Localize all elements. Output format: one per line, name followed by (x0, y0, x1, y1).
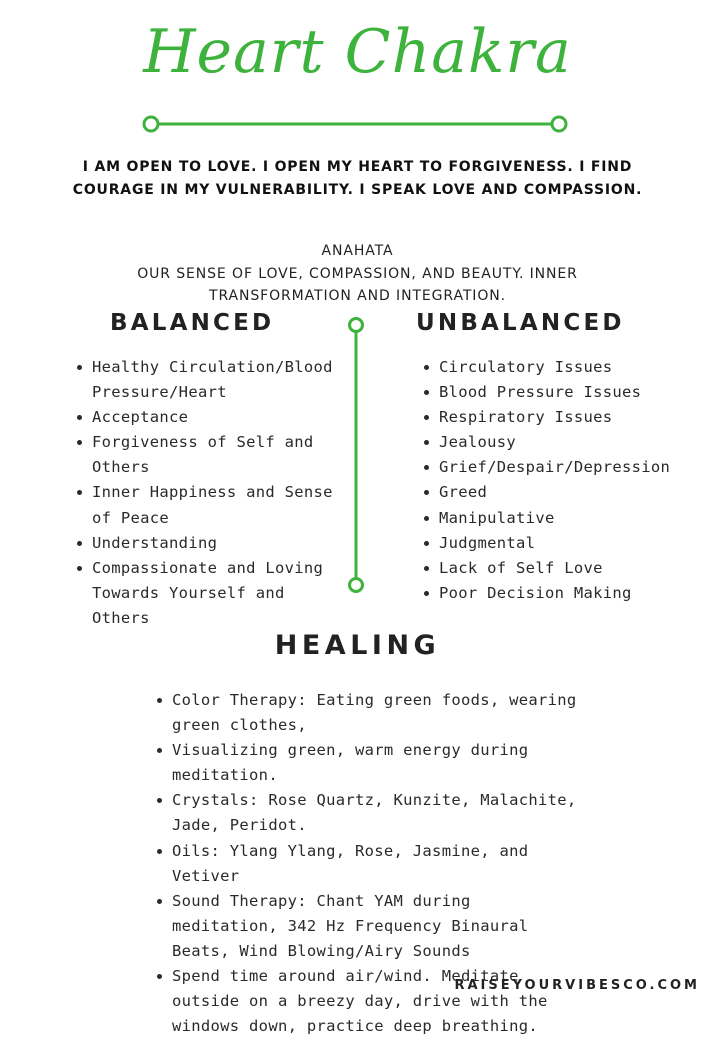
list-item: Crystals: Rose Quartz, Kunzite, Malachite, Jade, Peridot. (157, 788, 577, 838)
list-item: Understanding (77, 531, 347, 556)
title-divider (140, 112, 570, 136)
balanced-list (77, 355, 347, 631)
list-item: Lack of Self Love (424, 556, 709, 581)
anahata-name: ANAHATA (321, 243, 394, 259)
page-title: Heart Chakra (143, 17, 572, 87)
list-item: Oils: Ylang Ylang, Rose, Jasmine, and Vetiver (157, 839, 577, 889)
list-item: Sound Therapy: Chant YAM during meditation, 342 Hz Frequency Binaural Beats, Wind Blowing/Airy Sounds (157, 889, 577, 964)
anahata-section (70, 240, 645, 308)
list-item: Judgmental (424, 531, 709, 556)
list-item: Circulatory Issues (424, 355, 709, 380)
list-item: Compassionate and Loving Towards Yourself and Others (77, 556, 347, 631)
unbalanced-heading: UNBALANCED (416, 310, 625, 336)
list-item: Healthy Circulation/Blood Pressure/Heart (77, 355, 347, 405)
healing-heading: HEALING (274, 630, 441, 661)
list-item: Poor Decision Making (424, 581, 709, 606)
website-footer: RAISEYOURVIBESCO.COM (454, 978, 700, 993)
anahata-description: OUR SENSE OF LOVE, COMPASSION, AND BEAUTY. INNER TRANSFORMATION AND INTEGRATION. (137, 265, 578, 304)
list-item: Manipulative (424, 506, 709, 531)
unbalanced-list (424, 355, 709, 606)
list-item: Color Therapy: Eating green foods, wearing green clothes, (157, 688, 577, 738)
list-item: Blood Pressure Issues (424, 380, 709, 405)
list-item: Visualizing green, warm energy during meditation. (157, 738, 577, 788)
list-item: Grief/Despair/Depression (424, 455, 709, 480)
affirmation: I AM OPEN TO LOVE. I OPEN MY HEART TO FORGIVENESS. I FIND COURAGE IN MY VULNERABILITY. I SPEAK LOVE AND COMPASSION. (72, 159, 643, 198)
list-item: Respiratory Issues (424, 405, 709, 430)
list-item: Jealousy (424, 430, 709, 455)
column-divider (344, 316, 368, 594)
list-item: Acceptance (77, 405, 347, 430)
list-item: Greed (424, 480, 709, 505)
list-item: Forgiveness of Self and Others (77, 430, 347, 480)
list-item: Spend time around air/wind. Meditate outside on a breezy day, drive with the windows down, practice deep breathing. (157, 964, 577, 1039)
balanced-heading: BALANCED (110, 310, 275, 336)
list-item: Inner Happiness and Sense of Peace (77, 480, 347, 530)
